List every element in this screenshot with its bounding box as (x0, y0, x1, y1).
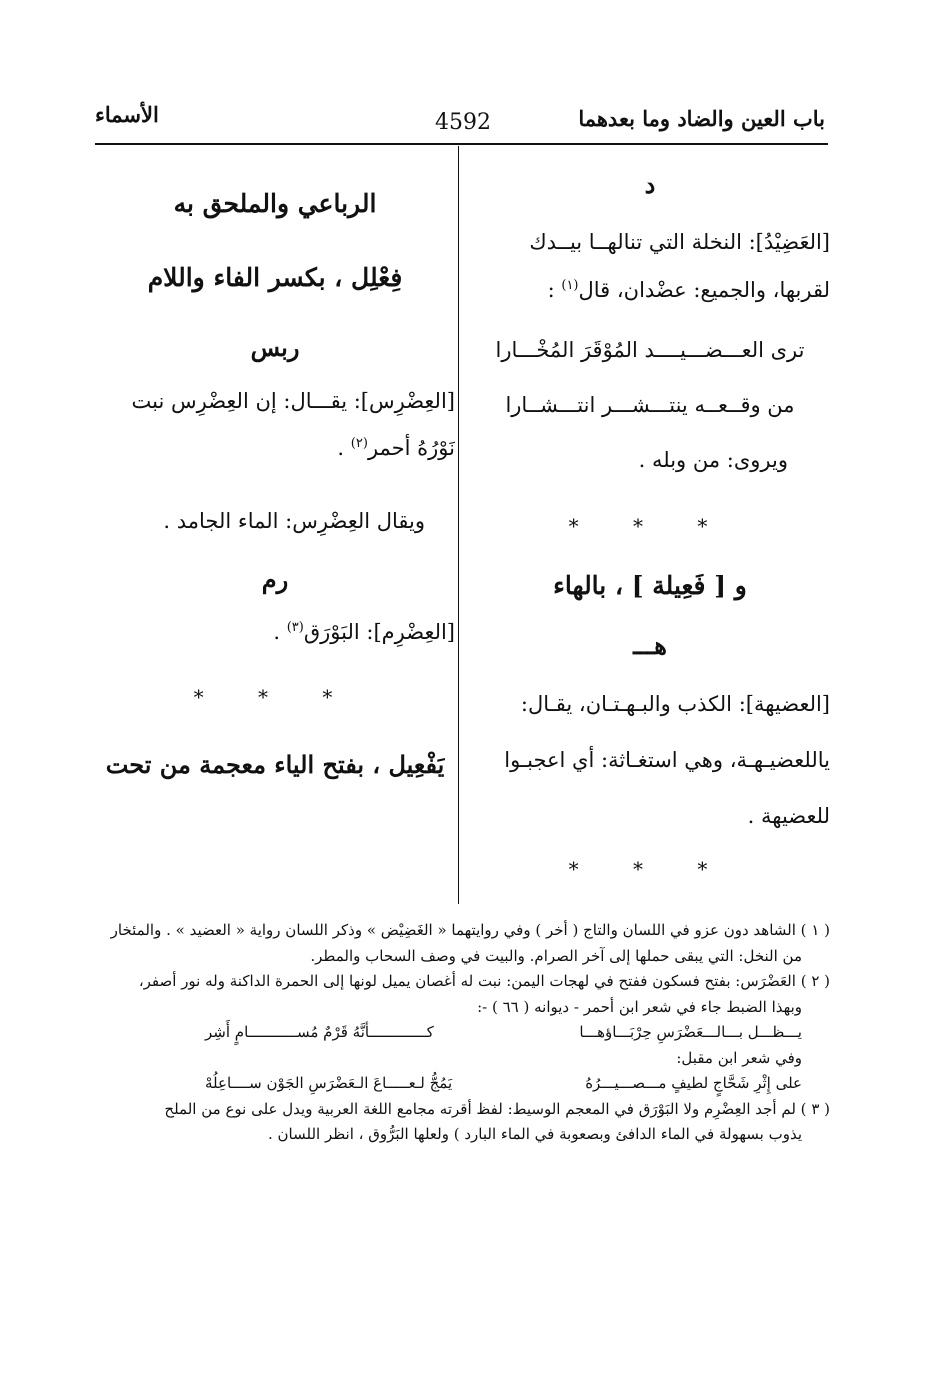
hemistich: كـــــــــــــأنَّهُ قَرْمٌ مُســـــــــــامٍ أَشِر (205, 1023, 434, 1041)
column-divider (458, 146, 459, 904)
entry-line: للعضيهة . (747, 804, 830, 828)
entry-text: لقربها، والجميع: عضْدان، قال (578, 278, 830, 302)
footnote-2: ( ٢ ) العَضْرَس: بفتح فسكون ففتح في لهجات اليمن: نبت له أغصان يميل لونها إلى الحمرة الداكنة وله نور أصفر، (138, 972, 830, 990)
entry-line (95, 424, 455, 490)
letter-heading-dal: د (644, 170, 656, 199)
footnote-ref: (٢) (350, 436, 368, 451)
root-heading: رم (261, 565, 289, 594)
header-rule (95, 143, 828, 145)
letter-heading-ha: هـــ (633, 631, 667, 660)
hemistich: يَمُجُّ لـعـــــاعَ الـعَضْرَسِ الجَوْن ســــاعِلُهْ (205, 1074, 453, 1092)
section-separator: * * * (193, 685, 357, 709)
entry-line: ويروى: من وبله . (638, 448, 788, 472)
verse-line: من وقــعــه ينتـــشـــر انتـــشــارا (505, 393, 795, 417)
footnote-ref: (٣) (286, 620, 304, 635)
left-column (95, 170, 455, 800)
footnote-ref: (١) (561, 278, 579, 293)
page-header (95, 100, 825, 144)
footnote-2-cont: وفي شعر ابن مقبل: (676, 1048, 802, 1067)
right-column (470, 170, 830, 894)
page-number: 4592 (435, 110, 491, 135)
section-title: الرباعي والملحق به (173, 189, 377, 218)
entry-line (95, 608, 455, 664)
hemistich: يـــظـــل بـــالـــعَضْرَسِ حِرْبَـــاؤهـــا (579, 1023, 802, 1041)
entry-line: ويقال العِضْرِس: الماء الجامد . (163, 509, 425, 533)
poem-verse (95, 1020, 830, 1046)
entry-line: [العِضْرِس]: يقـــال: إن العِضْرِس نبت (131, 389, 455, 413)
entry-text: نَوْرُهُ أحمر (367, 436, 455, 460)
section-label: الأسماء (95, 102, 159, 127)
entry-text: . (273, 620, 281, 644)
section-separator: * * * (568, 857, 732, 881)
section-title: و [ فَعِيلة ] ، بالهاء (553, 571, 747, 600)
footnote-1-cont: من النخل: التي يبقى حملها إلى آخر الصرام. والبيت في وصف السحاب والمطر. (310, 946, 802, 965)
section-title: فِعْلِل ، بكسر الفاء واللام (147, 263, 403, 292)
entry-line: [العَضِيْدُ]: النخلة التي تنالهــا بيــدك (529, 230, 830, 254)
footnotes (95, 918, 830, 1148)
chapter-title: باب العين والضاد وما بعدهما (578, 106, 825, 131)
footnote-3: ( ٣ ) لم أجد العِضْرِم ولا البَوْرَق في المعجم الوسيط: لفظ أقرته مجامع اللغة العربية ويدل على نوع من الملح (164, 1099, 830, 1118)
entry-line: ياللعضيـهـة، وهي استغـاثة: أي اعجبـوا (504, 748, 830, 772)
entry-text: . (337, 436, 345, 460)
poem-verse (95, 1071, 830, 1097)
hemistich: على إِثْرِ شَحَّاجٍ لطيفٍ مـــصـــيـــرُهُ (585, 1074, 802, 1092)
verse-line: ترى العـــضـــيــــد المُوْقَرَ المُخْـــارا (495, 338, 805, 362)
section-separator: * * * (568, 514, 732, 538)
footnote-2-cont: وبهذا الضبط جاء في شعر ابن أحمر - ديوانه ( ٦٦ ) -: (477, 997, 802, 1016)
entry-line: [العضيهة]: الكذب والبـهـتـان، يقـال: (520, 692, 830, 716)
footnote-1: ( ١ ) الشاهد دون عزو في اللسان والتاج ( أخر ) وفي روايتهما « الغَضِيْض » وذكر اللسان رواية « العضيد » . والمئخار (110, 921, 830, 939)
footnote-3-cont: يذوب بسهولة في الماء الدافئ وبصعوبة في الماء البارد ) ولعلها البَرُّوق ، انظر اللسان . (268, 1125, 802, 1143)
entry-text: [العِضْرِم]: البَوْرَق (303, 620, 455, 644)
section-title: يَفْعِيل ، بفتح الياء معجمة من تحت (105, 750, 445, 779)
root-heading: ربس (250, 333, 300, 362)
entry-text: : (547, 278, 555, 302)
entry-line (470, 274, 830, 334)
